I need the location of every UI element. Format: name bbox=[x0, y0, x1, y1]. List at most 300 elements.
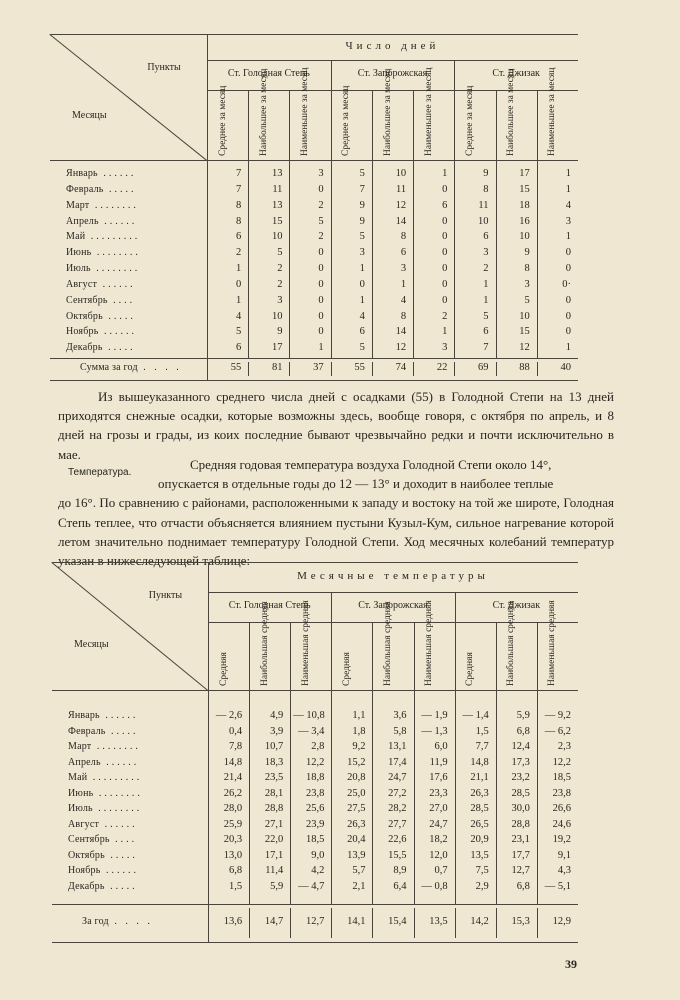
data-cell: 0 bbox=[318, 278, 324, 290]
data-cell: 0 bbox=[565, 263, 571, 274]
data-cell: 11,4 bbox=[265, 865, 284, 876]
leader-dots: ...... bbox=[100, 756, 140, 768]
data-cell: 18,8 bbox=[305, 772, 325, 783]
data-cell: 6 bbox=[483, 231, 489, 243]
data-cell: 0 bbox=[442, 247, 448, 259]
data-cell: 14,8 bbox=[470, 756, 489, 768]
data-cell: 23,8 bbox=[552, 787, 571, 799]
subcolumn-header: Средняя bbox=[218, 652, 229, 686]
data-cell: 10 bbox=[519, 310, 530, 322]
data-cell: 14 bbox=[395, 326, 407, 338]
data-cell: 2 bbox=[318, 199, 324, 211]
data-cell: 27,0 bbox=[429, 803, 448, 814]
row-month bbox=[66, 247, 141, 258]
month-name: Апрель bbox=[66, 215, 99, 227]
leader-dots: ........ bbox=[93, 787, 143, 799]
data-cell: 6,4 bbox=[393, 880, 407, 892]
data-cell: 17,6 bbox=[429, 772, 448, 783]
data-cell: 27,7 bbox=[388, 818, 407, 830]
subcolumn-header: Среднее за месяц bbox=[341, 85, 352, 156]
data-cell: 9,2 bbox=[352, 741, 366, 752]
data-cell: 2,3 bbox=[557, 741, 571, 752]
data-cell: 4 bbox=[565, 199, 571, 211]
data-cell: 5 bbox=[483, 310, 489, 322]
data-cell: 5 bbox=[359, 168, 365, 179]
leader-dots: .... bbox=[107, 294, 136, 306]
data-cell: 5 bbox=[524, 294, 530, 306]
data-cell: 4 bbox=[235, 310, 242, 322]
data-cell: 5 bbox=[235, 326, 242, 338]
row-month bbox=[66, 342, 136, 353]
data-cell: 27,5 bbox=[347, 803, 366, 814]
rule-col bbox=[290, 622, 291, 904]
data-cell: 5 bbox=[277, 247, 283, 259]
row-month bbox=[68, 772, 142, 783]
subcolumn-header: Наибольшее за месяц bbox=[506, 68, 517, 156]
rule-col bbox=[331, 592, 332, 904]
data-cell: 0 bbox=[565, 310, 571, 322]
data-cell: 5,7 bbox=[352, 865, 366, 876]
subcolumn-header: Наименьшее за месяц bbox=[300, 67, 311, 156]
row-month bbox=[66, 311, 136, 322]
data-cell: 5 bbox=[318, 215, 324, 227]
leader-dots: ......... bbox=[87, 772, 143, 783]
rule-title bbox=[207, 60, 578, 61]
rule-col bbox=[414, 622, 415, 904]
data-cell: 14,8 bbox=[223, 756, 243, 768]
data-cell: 8,9 bbox=[393, 865, 407, 876]
total-cell: 81 bbox=[271, 362, 283, 373]
data-cell: 24,6 bbox=[552, 818, 571, 830]
data-cell: 15,2 bbox=[347, 756, 366, 768]
total-label-text: За год bbox=[82, 916, 109, 927]
data-cell: 11 bbox=[272, 183, 283, 195]
rule-col-total bbox=[249, 908, 250, 938]
data-cell: 4 bbox=[359, 310, 365, 322]
total-cell: 15,3 bbox=[511, 916, 530, 927]
data-cell: 14 bbox=[395, 215, 407, 227]
subcolumn-header: Наибольшее за месяц bbox=[382, 68, 393, 156]
rule-col bbox=[331, 60, 332, 358]
rule-col-total bbox=[372, 362, 373, 376]
data-cell: 1 bbox=[442, 326, 448, 338]
data-cell: 2 bbox=[235, 247, 242, 259]
data-cell: 12,7 bbox=[511, 865, 530, 876]
month-name: Май bbox=[68, 772, 88, 783]
row-month bbox=[66, 279, 136, 290]
leader-dots: ..... bbox=[103, 183, 137, 195]
data-cell: 10 bbox=[395, 168, 407, 179]
data-cell: 0 bbox=[318, 247, 324, 259]
data-cell: — 1,9 bbox=[421, 710, 448, 721]
data-cell: 22,0 bbox=[264, 834, 284, 845]
leader-dots: ........ bbox=[92, 803, 143, 814]
data-cell: 26,5 bbox=[470, 818, 489, 830]
data-cell: 26,3 bbox=[470, 787, 489, 799]
leader-dots: ........ bbox=[91, 247, 141, 259]
data-cell: 4,3 bbox=[557, 865, 571, 876]
data-cell: 3 bbox=[524, 278, 530, 290]
rule-header bbox=[50, 160, 578, 161]
data-cell: 8 bbox=[235, 215, 242, 227]
data-cell: 18,2 bbox=[429, 834, 448, 845]
data-cell: 7 bbox=[359, 183, 365, 195]
data-cell: 6 bbox=[359, 326, 365, 338]
data-cell: 0 bbox=[565, 294, 571, 306]
rule-col-total bbox=[496, 908, 497, 938]
data-cell: 28,8 bbox=[511, 818, 530, 830]
subcolumn-header: Средняя bbox=[341, 652, 352, 686]
data-cell: 28,0 bbox=[223, 803, 243, 814]
data-cell: 12,2 bbox=[305, 756, 325, 768]
data-cell: 1 bbox=[483, 278, 489, 290]
row-month bbox=[68, 757, 139, 768]
total-cell: 40 bbox=[560, 362, 571, 373]
leader-dots: ...... bbox=[99, 710, 139, 721]
rule-col-total bbox=[413, 362, 414, 376]
row-month bbox=[66, 263, 140, 274]
data-cell: 17,4 bbox=[388, 756, 407, 768]
rule-col bbox=[537, 90, 538, 358]
data-cell: 28,5 bbox=[470, 803, 489, 814]
data-cell: 28,8 bbox=[264, 803, 284, 814]
data-cell: 27,1 bbox=[264, 818, 284, 830]
month-name: Декабрь bbox=[66, 342, 103, 354]
data-cell: 10 bbox=[478, 215, 489, 227]
month-name: Май bbox=[66, 231, 86, 243]
rule-col-total bbox=[414, 908, 415, 938]
data-cell: 23,8 bbox=[305, 787, 325, 799]
row-month bbox=[66, 295, 135, 306]
data-cell: 18,5 bbox=[305, 834, 325, 845]
total-cell: 22 bbox=[436, 362, 448, 373]
data-cell: 1 bbox=[565, 168, 571, 179]
station-header: Ст. Голодная Степь bbox=[227, 68, 310, 79]
total-cell: 55 bbox=[354, 362, 365, 373]
data-cell: — 2,6 bbox=[215, 710, 243, 721]
subcolumn-header: Наибольшая средняя bbox=[259, 601, 270, 686]
station-header: Ст. Запорожская bbox=[358, 600, 428, 611]
data-cell: 2 bbox=[442, 310, 448, 322]
subcolumn-header: Наибольшая средняя bbox=[383, 601, 393, 686]
rule-col-total bbox=[248, 362, 249, 376]
rule-col-total bbox=[331, 362, 332, 376]
data-cell: 8 bbox=[400, 231, 407, 243]
data-cell: 6 bbox=[235, 342, 242, 354]
data-cell: 23,9 bbox=[305, 818, 325, 830]
total-label-text: Сумма за год bbox=[80, 362, 138, 373]
data-cell: 23,1 bbox=[511, 834, 530, 845]
rule-col bbox=[496, 90, 497, 358]
data-cell: 1,8 bbox=[352, 725, 366, 737]
total-cell: 13,6 bbox=[223, 916, 243, 927]
data-cell: 19,2 bbox=[552, 834, 571, 845]
data-cell: — 10,8 bbox=[293, 710, 325, 721]
data-cell: 7 bbox=[483, 342, 489, 354]
rule-col-total bbox=[372, 908, 373, 938]
data-cell: 17,3 bbox=[511, 756, 530, 768]
data-cell: 17 bbox=[519, 168, 530, 179]
row-month bbox=[68, 850, 138, 861]
month-name: Сентябрь bbox=[68, 834, 110, 845]
data-cell: 0 bbox=[235, 278, 242, 290]
data-cell: 12,0 bbox=[429, 849, 448, 861]
data-cell: 3 bbox=[483, 247, 489, 259]
data-cell: 3 bbox=[359, 247, 365, 259]
month-name: Август bbox=[68, 818, 100, 830]
page-number: 39 bbox=[565, 957, 577, 971]
month-name: Июнь bbox=[68, 787, 94, 799]
data-cell: 11 bbox=[478, 199, 489, 211]
corner-months-label: Месяцы bbox=[74, 638, 109, 650]
data-cell: 24,7 bbox=[429, 818, 448, 830]
data-cell: 7,5 bbox=[475, 865, 489, 876]
data-cell: 3,9 bbox=[270, 725, 284, 737]
data-cell: 28,1 bbox=[264, 787, 284, 799]
data-cell: 1 bbox=[235, 263, 242, 274]
data-cell: 2,1 bbox=[352, 880, 366, 892]
leader-dots: .... bbox=[109, 834, 138, 845]
row-month bbox=[68, 834, 137, 845]
corner-diagonal bbox=[49, 34, 207, 161]
data-cell: 12,2 bbox=[552, 756, 571, 768]
corner-points-label: Пункты bbox=[147, 61, 181, 73]
rule-total bbox=[52, 904, 578, 905]
data-cell: 0 bbox=[318, 294, 324, 306]
data-cell: 20,4 bbox=[347, 834, 366, 845]
data-cell: 25,6 bbox=[305, 803, 325, 814]
rule-total bbox=[50, 358, 578, 359]
data-cell: 11,9 bbox=[429, 756, 448, 768]
leader-dots: ..... bbox=[104, 880, 138, 892]
total-label bbox=[82, 916, 153, 927]
data-cell: 3 bbox=[277, 294, 283, 306]
data-cell: 7,8 bbox=[228, 741, 243, 752]
month-name: Август bbox=[66, 278, 98, 290]
month-name: Январь bbox=[68, 710, 100, 721]
rule-col-total bbox=[455, 908, 456, 938]
leader-dots: ..... bbox=[105, 725, 139, 737]
rule-col bbox=[454, 60, 455, 358]
subcolumn-header: Среднее за месяц bbox=[464, 85, 475, 156]
data-cell: 1,5 bbox=[228, 880, 243, 892]
data-cell: 12 bbox=[395, 342, 407, 354]
data-cell: 8 bbox=[400, 310, 407, 322]
data-cell: 16 bbox=[519, 215, 530, 227]
data-cell: 17,1 bbox=[264, 849, 284, 861]
station-header: Ст. Запорожская bbox=[357, 68, 428, 79]
data-cell: 23,3 bbox=[429, 787, 448, 799]
month-name: Февраль bbox=[66, 183, 104, 195]
row-month bbox=[68, 881, 138, 892]
row-month bbox=[66, 326, 137, 337]
data-cell: 0 bbox=[359, 278, 365, 290]
corner-points-label: Пункты bbox=[148, 590, 183, 602]
rule-label-col bbox=[208, 562, 209, 942]
subcolumn-header: Наименьшая средняя bbox=[547, 600, 558, 686]
data-cell: 28,5 bbox=[511, 787, 530, 799]
total-cell: 88 bbox=[519, 362, 530, 373]
row-month bbox=[68, 741, 141, 752]
data-cell: 0 bbox=[318, 310, 324, 322]
leader-dots: ...... bbox=[98, 215, 138, 227]
data-cell: 0 bbox=[442, 263, 448, 274]
station-header: Ст. Джизак bbox=[492, 68, 540, 79]
data-cell: 5,8 bbox=[393, 725, 407, 737]
leader-dots: . . . . bbox=[137, 362, 182, 373]
total-cell: 74 bbox=[395, 362, 407, 373]
subcolumn-header: Средняя bbox=[465, 652, 476, 686]
rule-top bbox=[52, 562, 578, 563]
data-cell: 7 bbox=[235, 183, 242, 195]
rule-col bbox=[372, 622, 373, 904]
rule-col bbox=[372, 90, 373, 358]
paragraph-temperature: Средняя годовая температура воздуха Голодной Степи около 14°, опускается в отдельные годы до 12 — 13° и доходит в наиболее теплые до 16°. По сравнению с районами, расположенными к западу и востоку на той же широте, Голодная Степь теплее, что отчасти объясняется влиянием пустыни Кузыл-Кум, сильное нагревание которой летом значительно поднимает температуру Голодной Степи. Ход месячных колебаний температур указан в нижеследующей таблице: bbox=[58, 457, 614, 569]
data-cell: 30,0 bbox=[511, 803, 530, 814]
month-name: Март bbox=[68, 741, 92, 752]
data-cell: 1,1 bbox=[352, 710, 366, 721]
rule-col bbox=[248, 90, 249, 358]
leader-dots: ........ bbox=[89, 199, 139, 211]
rule-header bbox=[52, 690, 578, 691]
data-cell: 6 bbox=[400, 247, 407, 259]
leader-dots: ...... bbox=[99, 818, 138, 830]
data-cell: 13,0 bbox=[223, 849, 243, 861]
total-cell: 14,1 bbox=[347, 916, 366, 927]
data-cell: 8 bbox=[235, 199, 242, 211]
total-cell: 14,2 bbox=[470, 916, 489, 927]
total-cell: 14,7 bbox=[264, 916, 284, 927]
data-cell: 6,0 bbox=[434, 741, 448, 752]
subcolumn-header: Среднее за месяц bbox=[217, 85, 228, 156]
data-cell: 28,2 bbox=[388, 803, 407, 814]
total-cell: 12,9 bbox=[552, 916, 571, 927]
row-month bbox=[68, 865, 139, 876]
data-cell: 6 bbox=[483, 326, 489, 338]
data-cell: — 1,4 bbox=[462, 710, 489, 721]
data-cell: 5 bbox=[359, 231, 365, 243]
rule-col bbox=[249, 622, 250, 904]
data-cell: 1 bbox=[235, 294, 242, 306]
data-cell: 17 bbox=[271, 342, 283, 354]
data-cell: 9,0 bbox=[311, 849, 325, 861]
row-month bbox=[68, 788, 143, 799]
data-cell: 0 bbox=[442, 215, 448, 227]
data-cell: 3 bbox=[400, 263, 407, 274]
data-cell: 5,9 bbox=[270, 880, 284, 892]
data-cell: — 0,8 bbox=[421, 880, 448, 892]
leader-dots: ..... bbox=[102, 342, 136, 354]
data-cell: 0 bbox=[565, 247, 571, 259]
data-cell: 0,7 bbox=[434, 865, 448, 876]
data-cell: 0 bbox=[318, 326, 324, 338]
row-month bbox=[68, 819, 138, 830]
subcolumn-header: Наименьшее за месяц bbox=[423, 67, 434, 156]
total-cell: 69 bbox=[478, 362, 489, 373]
data-cell: — 9,2 bbox=[544, 710, 571, 721]
month-name: Февраль bbox=[68, 725, 106, 737]
subcolumn-header: Наибольшее за месяц bbox=[258, 68, 269, 156]
leader-dots: ........ bbox=[91, 741, 141, 752]
data-cell: 0 bbox=[565, 326, 571, 338]
total-cell: 55 bbox=[230, 362, 242, 373]
data-cell: 2 bbox=[277, 278, 283, 290]
data-cell: 6 bbox=[442, 199, 448, 211]
rule-bottom bbox=[50, 380, 578, 381]
data-cell: 20,3 bbox=[223, 834, 243, 845]
data-cell: 0,4 bbox=[228, 725, 243, 737]
data-cell: — 3,4 bbox=[298, 725, 325, 737]
rule-col bbox=[496, 622, 497, 904]
leader-dots: ..... bbox=[102, 310, 136, 322]
data-cell: 17,7 bbox=[511, 849, 530, 861]
data-cell: 3 bbox=[318, 168, 324, 179]
total-cell: 13,5 bbox=[429, 916, 448, 927]
leader-dots: ...... bbox=[100, 865, 139, 876]
month-name: Сентябрь bbox=[66, 294, 108, 306]
rule-label-col bbox=[207, 34, 208, 380]
data-cell: 24,7 bbox=[388, 772, 407, 783]
data-cell: 3 bbox=[565, 215, 571, 227]
rule-title bbox=[208, 592, 578, 593]
row-month bbox=[68, 803, 142, 814]
data-cell: 2,9 bbox=[475, 880, 489, 892]
rule-bottom bbox=[52, 942, 578, 943]
rule-col-total bbox=[290, 908, 291, 938]
data-cell: 9 bbox=[483, 168, 489, 179]
paragraph-precipitation: Из вышеуказанного среднего числа дней с осадками (55) в Голодной Степи на 13 дней приходятся снежные осадки, которые возможны здесь, вообще говоря, с октября по апрель, и 8 дней на грозы и грады, из коих последние бывают чрезвычайно редки и почти исключительно в мае. bbox=[58, 389, 614, 462]
month-name: Декабрь bbox=[68, 880, 105, 892]
data-cell: 21,4 bbox=[223, 772, 243, 783]
total-cell: 37 bbox=[313, 362, 324, 373]
data-cell: 1,5 bbox=[475, 725, 489, 737]
data-cell: 26,3 bbox=[347, 818, 366, 830]
rule-top bbox=[50, 34, 578, 35]
data-cell: 22,6 bbox=[388, 834, 407, 845]
data-cell: 6,8 bbox=[228, 865, 243, 876]
data-cell: 5,9 bbox=[516, 710, 530, 721]
data-cell: 13,1 bbox=[388, 741, 407, 752]
data-cell: 9 bbox=[524, 247, 530, 259]
station-header: Ст. Джизак bbox=[492, 600, 541, 611]
data-cell: 23,5 bbox=[264, 772, 284, 783]
data-cell: 9,1 bbox=[557, 849, 571, 861]
data-cell: 4 bbox=[400, 294, 407, 306]
leader-dots: ...... bbox=[97, 168, 137, 179]
table-title: Число дней bbox=[345, 40, 440, 52]
data-cell: 13 bbox=[271, 199, 283, 211]
data-cell: 18,5 bbox=[552, 772, 571, 783]
data-cell: 1 bbox=[359, 294, 365, 306]
data-cell: — 1,3 bbox=[421, 725, 448, 737]
data-cell: 8 bbox=[524, 263, 530, 274]
data-cell: 7,7 bbox=[475, 741, 489, 752]
data-cell: 10 bbox=[271, 231, 283, 243]
data-cell: 20,8 bbox=[347, 772, 366, 783]
rule-col bbox=[537, 622, 538, 904]
data-cell: 15 bbox=[519, 326, 530, 338]
month-name: Апрель bbox=[68, 756, 101, 768]
rule-col-total bbox=[331, 908, 332, 938]
total-cell: 15,4 bbox=[388, 916, 407, 927]
row-month bbox=[66, 168, 136, 179]
rule-col-total bbox=[454, 362, 455, 376]
data-cell: 1 bbox=[318, 342, 324, 354]
leader-dots: ...... bbox=[98, 326, 137, 338]
data-cell: 10 bbox=[519, 231, 530, 243]
data-cell: 9 bbox=[359, 215, 365, 227]
data-cell: 1 bbox=[483, 294, 489, 306]
